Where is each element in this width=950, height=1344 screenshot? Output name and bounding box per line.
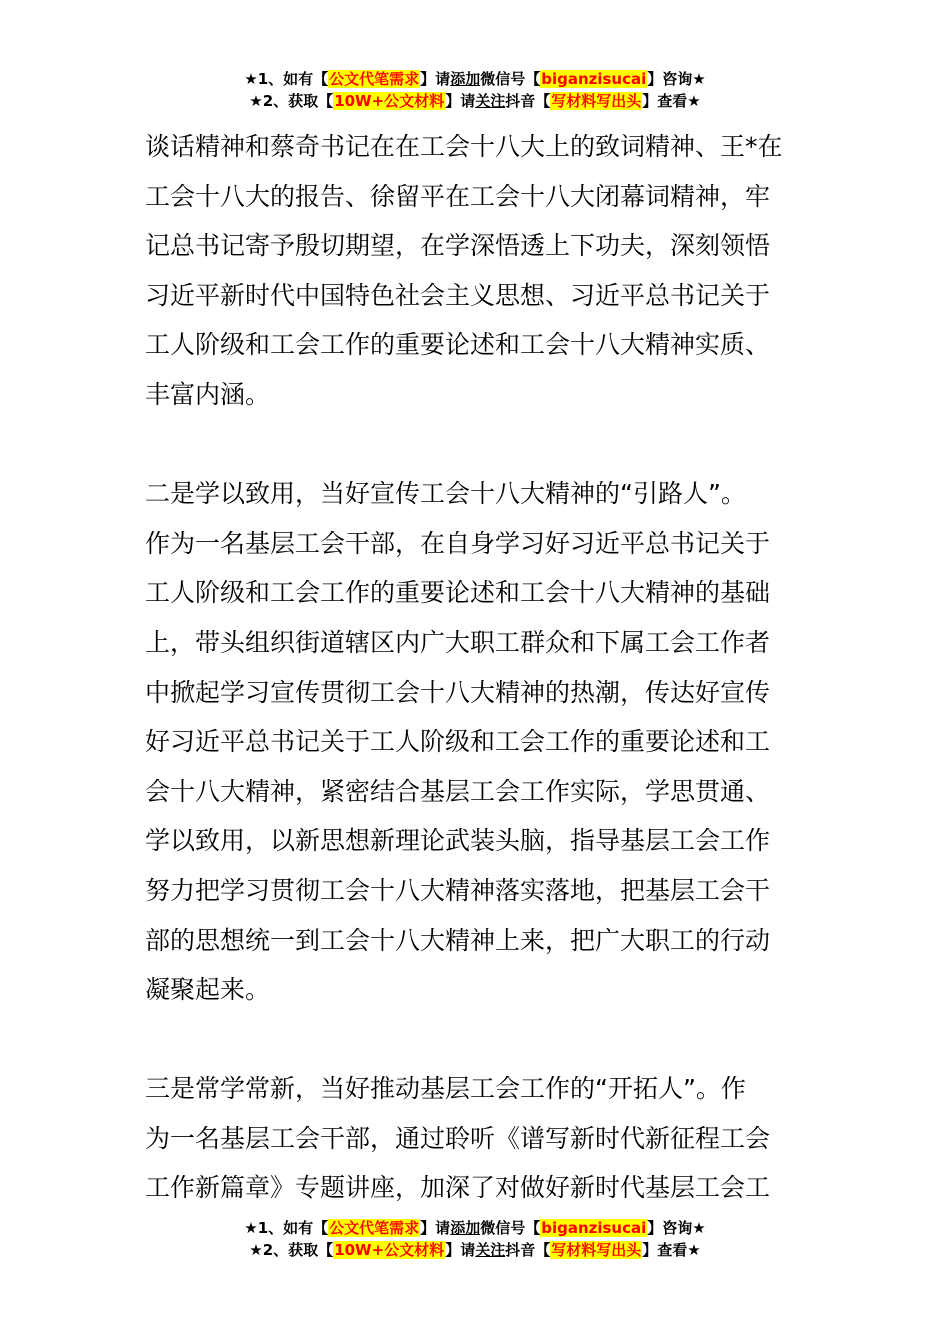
banner-highlight-douyin: 写材料写出头	[551, 1241, 642, 1259]
body-line: 作为一名基层工会干部，在自身学习好习近平总书记关于	[145, 528, 771, 558]
paragraph-gap	[145, 1015, 810, 1065]
body-line: 上，带头组织街道辖区内广大职工群众和下属工会工作者	[145, 627, 771, 657]
footer-banner	[0, 1217, 950, 1261]
body-line: 会十八大精神，紧密结合基层工会工作实际，学思贯通、	[145, 776, 771, 806]
paragraph-heading-3: 三是常学常新，当好推动基层工会工作的“开拓人”。作	[145, 1074, 746, 1104]
document-body	[145, 122, 810, 1213]
body-line: 工人阶级和工会工作的重要论述和工会十八大精神的基础	[145, 578, 771, 608]
banner-highlight-service: 公文代笔需求	[329, 70, 420, 88]
body-line: 努力把学习贯彻工会十八大精神落实落地，把基层工会干	[145, 875, 771, 905]
banner-highlight-wechat-id: biganzisucai	[541, 1219, 647, 1237]
body-line: 丰富内涵。	[145, 379, 271, 409]
body-line: 为一名基层工会干部，通过聆听《谱写新时代新征程工会	[145, 1123, 771, 1153]
body-line: 部的思想统一到工会十八大精神上来，把广大职工的行动	[145, 925, 771, 955]
banner-line-1: ★1、如有【公文代笔需求】请添加微信号【biganzisucai】咨询★	[244, 70, 706, 88]
banner-highlight-wechat-id: biganzisucai	[541, 70, 647, 88]
body-line: 工作新篇章》专题讲座，加深了对做好新时代基层工会工	[145, 1173, 771, 1203]
body-line: 凝聚起来。	[145, 975, 271, 1005]
banner-highlight-materials: 10W+公文材料	[334, 92, 445, 110]
banner-line-2: ★2、获取【10W+公文材料】请关注抖音【写材料写出头】查看★	[249, 1241, 701, 1259]
paragraph-gap	[145, 420, 810, 470]
banner-highlight-douyin: 写材料写出头	[551, 92, 642, 110]
body-line: 工会十八大的报告、徐留平在工会十八大闭幕词精神，牢	[145, 181, 771, 211]
body-line: 好习近平总书记关于工人阶级和工会工作的重要论述和工	[145, 727, 771, 757]
body-line: 中掀起学习宣传贯彻工会十八大精神的热潮，传达好宣传	[145, 677, 771, 707]
header-banner	[0, 68, 950, 112]
body-line: 谈话精神和蔡奇书记在在工会十八大上的致词精神、王*在	[145, 132, 783, 161]
paragraph-heading-2: 二是学以致用，当好宣传工会十八大精神的“引路人”。	[145, 479, 746, 509]
body-line: 习近平新时代中国特色社会主义思想、习近平总书记关于	[145, 280, 771, 310]
body-line: 学以致用，以新思想新理论武装头脑，指导基层工会工作	[145, 826, 771, 856]
banner-highlight-service: 公文代笔需求	[329, 1219, 420, 1237]
banner-line-2: ★2、获取【10W+公文材料】请关注抖音【写材料写出头】查看★	[249, 92, 701, 110]
banner-highlight-materials: 10W+公文材料	[334, 1241, 445, 1259]
body-line: 记总书记寄予殷切期望，在学深悟透上下功夫，深刻领悟	[145, 231, 771, 261]
banner-line-1: ★1、如有【公文代笔需求】请添加微信号【biganzisucai】咨询★	[244, 1219, 706, 1237]
body-line: 工人阶级和工会工作的重要论述和工会十八大精神实质、	[145, 330, 771, 360]
